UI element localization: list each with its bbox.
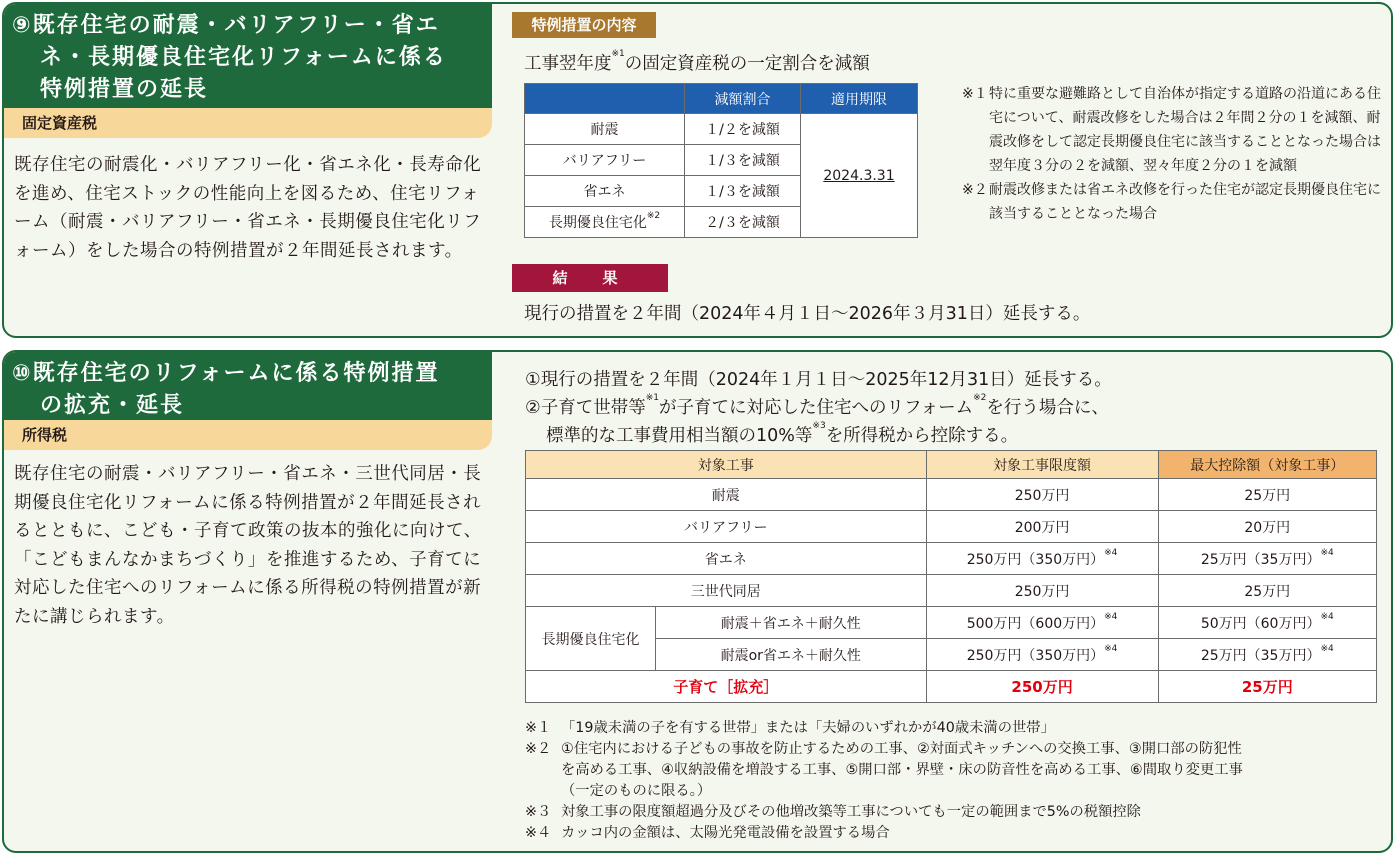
deduction-header-work: 対象工事 xyxy=(526,451,927,479)
kids-limit: 250万円 xyxy=(926,671,1158,703)
reduction-type: 耐震 xyxy=(525,114,685,145)
section-10-title-line1: ⑩既存住宅のリフォームに係る特例措置 xyxy=(12,361,440,386)
note-item: ※２ ①住宅内における子どもの事故を防止するための工事、②対面式キッチンへの交換工事、③開口部の防犯性 を高める工事、④収納設備を増設する工事、⑤開口部・界壁・床の防音性を高める工事、⑥間取り変更工事 （一定のものに限る。） xyxy=(525,741,1243,799)
table-row xyxy=(525,114,918,145)
section-9-title-line3: 特例措置の延長 xyxy=(40,77,209,102)
table-row xyxy=(526,543,1377,575)
section-9-summary xyxy=(524,50,870,75)
kids-work: 子育て［拡充］ xyxy=(526,671,927,703)
section-9-panel xyxy=(2,2,1393,338)
deduction-max: 25万円（35万円）$^{※4}$ xyxy=(1158,543,1376,575)
deduction-max: 50万円（60万円）$^{※4}$ xyxy=(1158,607,1376,639)
point-2: ②子育て世帯等$^{※1}$が子育てに対応した住宅へのリフォーム$^{※2}$を行う場合に、 xyxy=(525,393,1109,418)
reduction-type: 省エネ xyxy=(525,176,685,207)
reduction-table xyxy=(524,83,918,238)
section-9-title-line1: ⑨既存住宅の耐震・バリアフリー・省エ xyxy=(12,13,440,38)
note-item: ※１ 「19歳未満の子を有する世帯」または「夫婦のいずれかが40歳未満の世帯」 xyxy=(525,720,1055,736)
result-tag: 結 果 xyxy=(512,264,668,292)
summary-sup: ※1 xyxy=(611,49,625,59)
section-9-description: 既存住宅の耐震化・バリアフリー化・省エネ化・長寿命化を進め、住宅ストックの性能向上を図るため、住宅リフォーム（耐震・バリアフリー・省エネ・長期優良住宅化リフォーム）をした場合の特例措置が２年間延長されます。 xyxy=(14,155,482,261)
deduction-limit: 250万円 xyxy=(926,575,1158,607)
note-item: ※４ カッコ内の金額は、太陽光発電設備を設置する場合 xyxy=(525,825,890,841)
table-row xyxy=(526,511,1377,543)
deduction-limit: 500万円（600万円）$^{※4}$ xyxy=(926,607,1158,639)
section-9-title-line2: ネ・長期優良住宅化リフォームに係る xyxy=(40,45,447,70)
deduction-max: 25万円 xyxy=(1158,575,1376,607)
section-10-description: 既存住宅の耐震・バリアフリー・省エネ・三世代同居・長期優良住宅化リフォームに係る特例措置が２年間延長されるとともに、こども・子育て政策の抜本的強化に向けて、「こどもまんなかまちづくり」を推進するため、子育てに対応した住宅へのリフォームに係る所得税の特例措置が新たに講じられます。 xyxy=(14,464,482,627)
section-10-title-line2: の拡充・延長 xyxy=(40,393,185,418)
table-row xyxy=(526,607,1377,639)
point-2-continued: 標準的な工事費用相当額の10%等$^{※3}$を所得税から控除する。 xyxy=(546,421,1019,446)
section-10-notes xyxy=(525,718,1391,844)
result-text: 現行の措置を２年間（2024年４月１日～2026年３月31日）延長する。 xyxy=(524,304,1091,324)
table-row-kids xyxy=(526,671,1377,703)
section-9-tax-type: 固定資産税 xyxy=(4,108,492,138)
summary-pre: 工事翌年度 xyxy=(524,54,612,74)
reduction-type: 長期優良住宅化$^{※2}$ xyxy=(525,207,685,238)
reduction-deadline: 2024.3.31 xyxy=(801,114,918,238)
content-tag: 特例措置の内容 xyxy=(512,12,656,38)
deduction-limit: 200万円 xyxy=(926,511,1158,543)
reduction-rate: １/２を減額 xyxy=(685,114,801,145)
deduction-limit: 250万円（350万円）$^{※4}$ xyxy=(926,543,1158,575)
deduction-header-limit: 対象工事限度額 xyxy=(926,451,1158,479)
note-item: ※２ 耐震改修または省エネ改修を行った住宅が認定長期優良住宅に該当することとなった場合 xyxy=(962,182,1381,222)
table-row xyxy=(526,479,1377,511)
deduction-work: 三世代同居 xyxy=(526,575,927,607)
deduction-work: バリアフリー xyxy=(526,511,927,543)
section-9-notes xyxy=(962,82,1392,226)
reduction-rate: １/３を減額 xyxy=(685,176,801,207)
note-item: ※１ 特に重要な避難路として自治体が指定する道路の沿道にある住宅について、耐震改修をした場合は２年間２分の１を減額、耐震改修をして認定長期優良住宅に該当することとなった場合は翌年度３分の２を減額、翌々年度２分の１を減額 xyxy=(962,86,1381,174)
section-9-title xyxy=(4,4,492,108)
reduction-header-blank xyxy=(525,84,685,114)
deduction-work: 耐震or省エネ＋耐久性 xyxy=(656,639,927,671)
deduction-work: 省エネ xyxy=(526,543,927,575)
table-row xyxy=(526,575,1377,607)
deduction-header-max: 最大控除額（対象工事） xyxy=(1158,451,1376,479)
section-10-title xyxy=(4,352,492,420)
reduction-header-deadline: 適用期限 xyxy=(801,84,918,114)
reduction-header-rate: 減額割合 xyxy=(685,84,801,114)
deduction-table xyxy=(525,450,1377,703)
kids-max: 25万円 xyxy=(1158,671,1376,703)
summary-post: の固定資産税の一定割合を減額 xyxy=(624,54,870,74)
deduction-work: 耐震＋省エネ＋耐久性 xyxy=(656,607,927,639)
section-10-tax-type: 所得税 xyxy=(4,420,492,450)
deduction-limit: 250万円 xyxy=(926,479,1158,511)
deduction-max: 20万円 xyxy=(1158,511,1376,543)
deduction-max: 25万円 xyxy=(1158,479,1376,511)
reduction-rate: ２/３を減額 xyxy=(685,207,801,238)
point-1: ①現行の措置を２年間（2024年１月１日～2025年12月31日）延長する。 xyxy=(525,370,1112,390)
reduction-type: バリアフリー xyxy=(525,145,685,176)
deduction-work: 耐震 xyxy=(526,479,927,511)
reduction-rate: １/３を減額 xyxy=(685,145,801,176)
longterm-label: 長期優良住宅化 xyxy=(526,607,656,671)
deduction-limit: 250万円（350万円）$^{※4}$ xyxy=(926,639,1158,671)
deduction-max: 25万円（35万円）$^{※4}$ xyxy=(1158,639,1376,671)
note-item: ※３ 対象工事の限度額超過分及びその他増改築等工事についても一定の範囲まで5%の税額控除 xyxy=(525,804,1141,820)
section-10-panel xyxy=(2,350,1393,853)
